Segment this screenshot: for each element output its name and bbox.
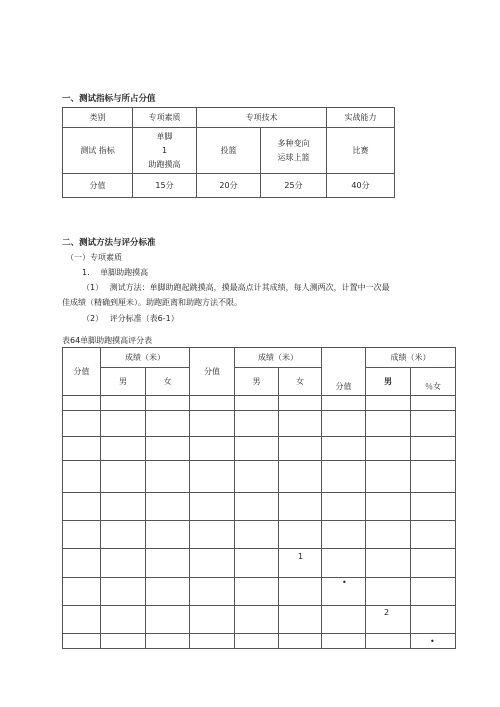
section1-heading: 一、测试指标与所占分值 bbox=[62, 94, 156, 104]
score-combat: 40分 bbox=[327, 174, 395, 198]
result-header-2: 成绩（米） bbox=[235, 348, 322, 368]
table-row bbox=[63, 411, 456, 437]
table-row bbox=[63, 396, 456, 411]
table-row bbox=[63, 493, 456, 521]
table-row bbox=[63, 578, 456, 606]
row-test-label: 测试 指标 bbox=[63, 128, 133, 174]
tech2-line-2: 运球上篮 bbox=[277, 152, 310, 162]
quality-line-2: 1 bbox=[161, 145, 168, 155]
table-row bbox=[63, 521, 456, 549]
row-score-label: 分值 bbox=[63, 174, 133, 198]
score-col-2: 分值 bbox=[190, 348, 235, 396]
score-col-1: 分值 bbox=[63, 348, 101, 396]
table-caption: 表64单脚助跑摸高评分表 bbox=[62, 336, 153, 345]
subsection-heading: （一）专项素质 bbox=[66, 253, 122, 262]
cell-mark-1: 1 bbox=[298, 552, 304, 561]
result-header-1: 成绩（米） bbox=[101, 348, 190, 368]
cell-combat: 比赛 bbox=[327, 128, 395, 174]
scoring-table bbox=[62, 347, 456, 649]
quality-line-1: 单脚 bbox=[156, 131, 173, 141]
header-combat: 实战能力 bbox=[327, 108, 395, 128]
result-header-3: 成绩（米） bbox=[366, 348, 456, 368]
header-quality: 专项素质 bbox=[133, 108, 197, 128]
standard-line: （2） 评分标准（表6-1） bbox=[82, 314, 179, 323]
cell-mark-dot-2: • bbox=[430, 637, 435, 646]
quality-line-3: 助跑摸高 bbox=[148, 159, 181, 169]
table-row bbox=[63, 606, 456, 634]
item-heading: 1. 单脚助跑摸高 bbox=[82, 268, 149, 277]
indicator-table bbox=[62, 107, 395, 198]
table-row bbox=[63, 549, 456, 578]
cell-mark-2: 2 bbox=[384, 608, 390, 617]
cell-tech-shooting: 投篮 bbox=[197, 128, 261, 174]
header-category: 类别 bbox=[63, 108, 133, 128]
score-quality: 15分 bbox=[133, 174, 197, 198]
header-technique: 专项技术 bbox=[197, 108, 327, 128]
female-header-2: 女 bbox=[279, 368, 322, 396]
cell-mark-dot-1: • bbox=[342, 578, 347, 587]
method-line-1: （1） 测试方法：单脚助跑起跳摸高，摸最高点计其成绩，每人测两次，计置中一次最 bbox=[82, 283, 390, 292]
female-header-1: 女 bbox=[146, 368, 190, 396]
male-header-3: 男 bbox=[366, 368, 411, 396]
score-tech1: 20分 bbox=[197, 174, 261, 198]
tech2-line-1: 多种变向 bbox=[277, 138, 310, 148]
score-col-3: 分值 bbox=[322, 348, 366, 396]
section2-heading: 二、测试方法与评分标准 bbox=[62, 238, 156, 248]
method-line-2: 佳成绩（精确到厘米）。助跑距离和助跑方法不限。 bbox=[62, 298, 242, 307]
male-header-1: 男 bbox=[101, 368, 146, 396]
table-row bbox=[63, 437, 456, 461]
table-row bbox=[63, 461, 456, 493]
table-row bbox=[63, 634, 456, 649]
cell-quality bbox=[133, 128, 197, 174]
female-header-3: ％女 bbox=[411, 368, 456, 396]
male-header-2: 男 bbox=[235, 368, 279, 396]
cell-tech-dribble bbox=[261, 128, 327, 174]
score-tech2: 25分 bbox=[261, 174, 327, 198]
